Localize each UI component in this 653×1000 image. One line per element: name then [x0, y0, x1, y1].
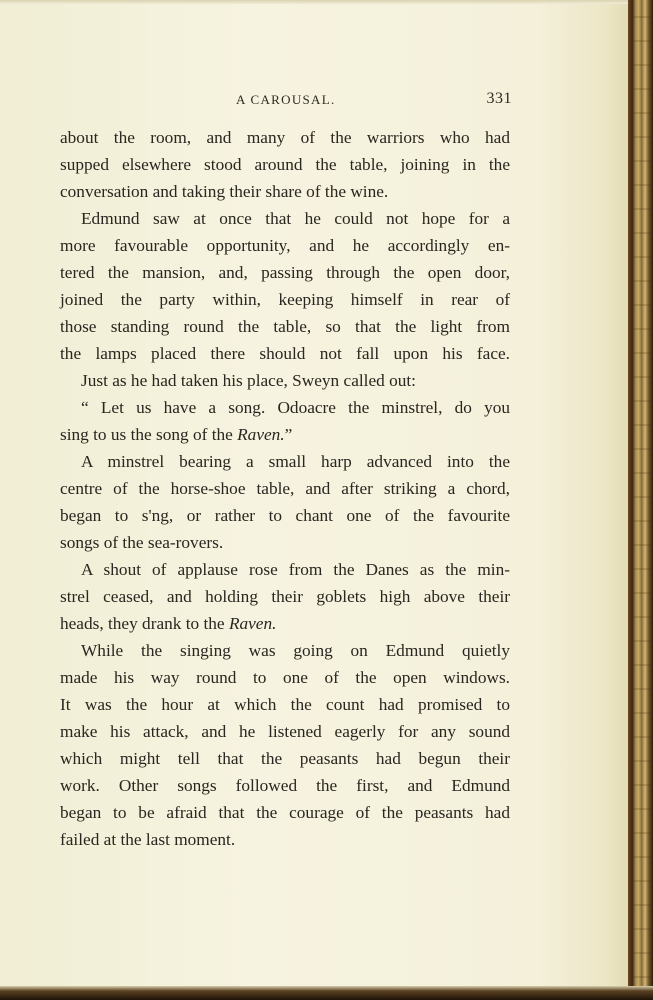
italic-raven: Raven.: [237, 425, 285, 444]
paragraph-start-line: While the singing was going on Edmund quietly: [81, 641, 510, 660]
body-text: [60, 124, 510, 853]
text-line: tered the mansion, and, passing through the open door,: [60, 263, 510, 282]
running-head: [60, 92, 512, 114]
text-line: failed at the last moment.: [60, 830, 236, 849]
text-line: made his way round to one of the open windows.: [60, 668, 510, 687]
text-line: began to s'ng, or rather to chant one of the favourite: [60, 506, 510, 525]
italic-raven: Raven.: [228, 614, 277, 633]
spine-texture: [632, 0, 653, 1000]
text-line: supped elsewhere stood around the table, joining in the: [60, 155, 510, 174]
text-line: sing to us the song of the Raven.”: [60, 425, 293, 444]
text-line: conversation and taking their share of the wine.: [60, 182, 389, 201]
text-line: heads, they drank to the Raven.: [60, 614, 277, 633]
text-line: more favourable opportunity, and he accordingly en-: [60, 236, 510, 255]
page-top-edge: [0, 0, 632, 4]
paragraph-start-line: Just as he had taken his place, Sweyn called out:: [81, 371, 416, 390]
text-line: strel ceased, and holding their goblets high above their: [60, 587, 510, 606]
text-line: began to be afraid that the courage of the peasants had: [60, 803, 510, 822]
text-line: those standing round the table, so that the light from: [60, 317, 510, 336]
text-line: make his attack, and he listened eagerly for any sound: [60, 722, 510, 741]
text-line: It was the hour at which the count had promised to: [60, 695, 510, 714]
page-number: 331: [486, 90, 512, 107]
page-bottom-edge: [0, 986, 653, 1000]
paragraph-start-line: “ Let us have a song. Odoacre the minstrel, do you: [81, 398, 510, 417]
text-line: songs of the sea-rovers.: [60, 533, 224, 552]
text-line: which might tell that the peasants had begun their: [60, 749, 510, 768]
text-line: centre of the horse-shoe table, and after striking a chord,: [60, 479, 510, 498]
paragraph-start-line: A shout of applause rose from the Danes as the min-: [81, 560, 510, 579]
text-line: the lamps placed there should not fall upon his face.: [60, 344, 510, 363]
running-title: A CAROUSAL.: [236, 92, 336, 107]
paragraph-start-line: Edmund saw at once that he could not hope for a: [81, 209, 510, 228]
paragraph-start-line: A minstrel bearing a small harp advanced into the: [81, 452, 510, 471]
text-line: about the room, and many of the warriors who had: [60, 128, 510, 147]
text-line: work. Other songs followed the first, and Edmund: [60, 776, 510, 795]
text-line: joined the party within, keeping himself in rear of: [60, 290, 510, 309]
